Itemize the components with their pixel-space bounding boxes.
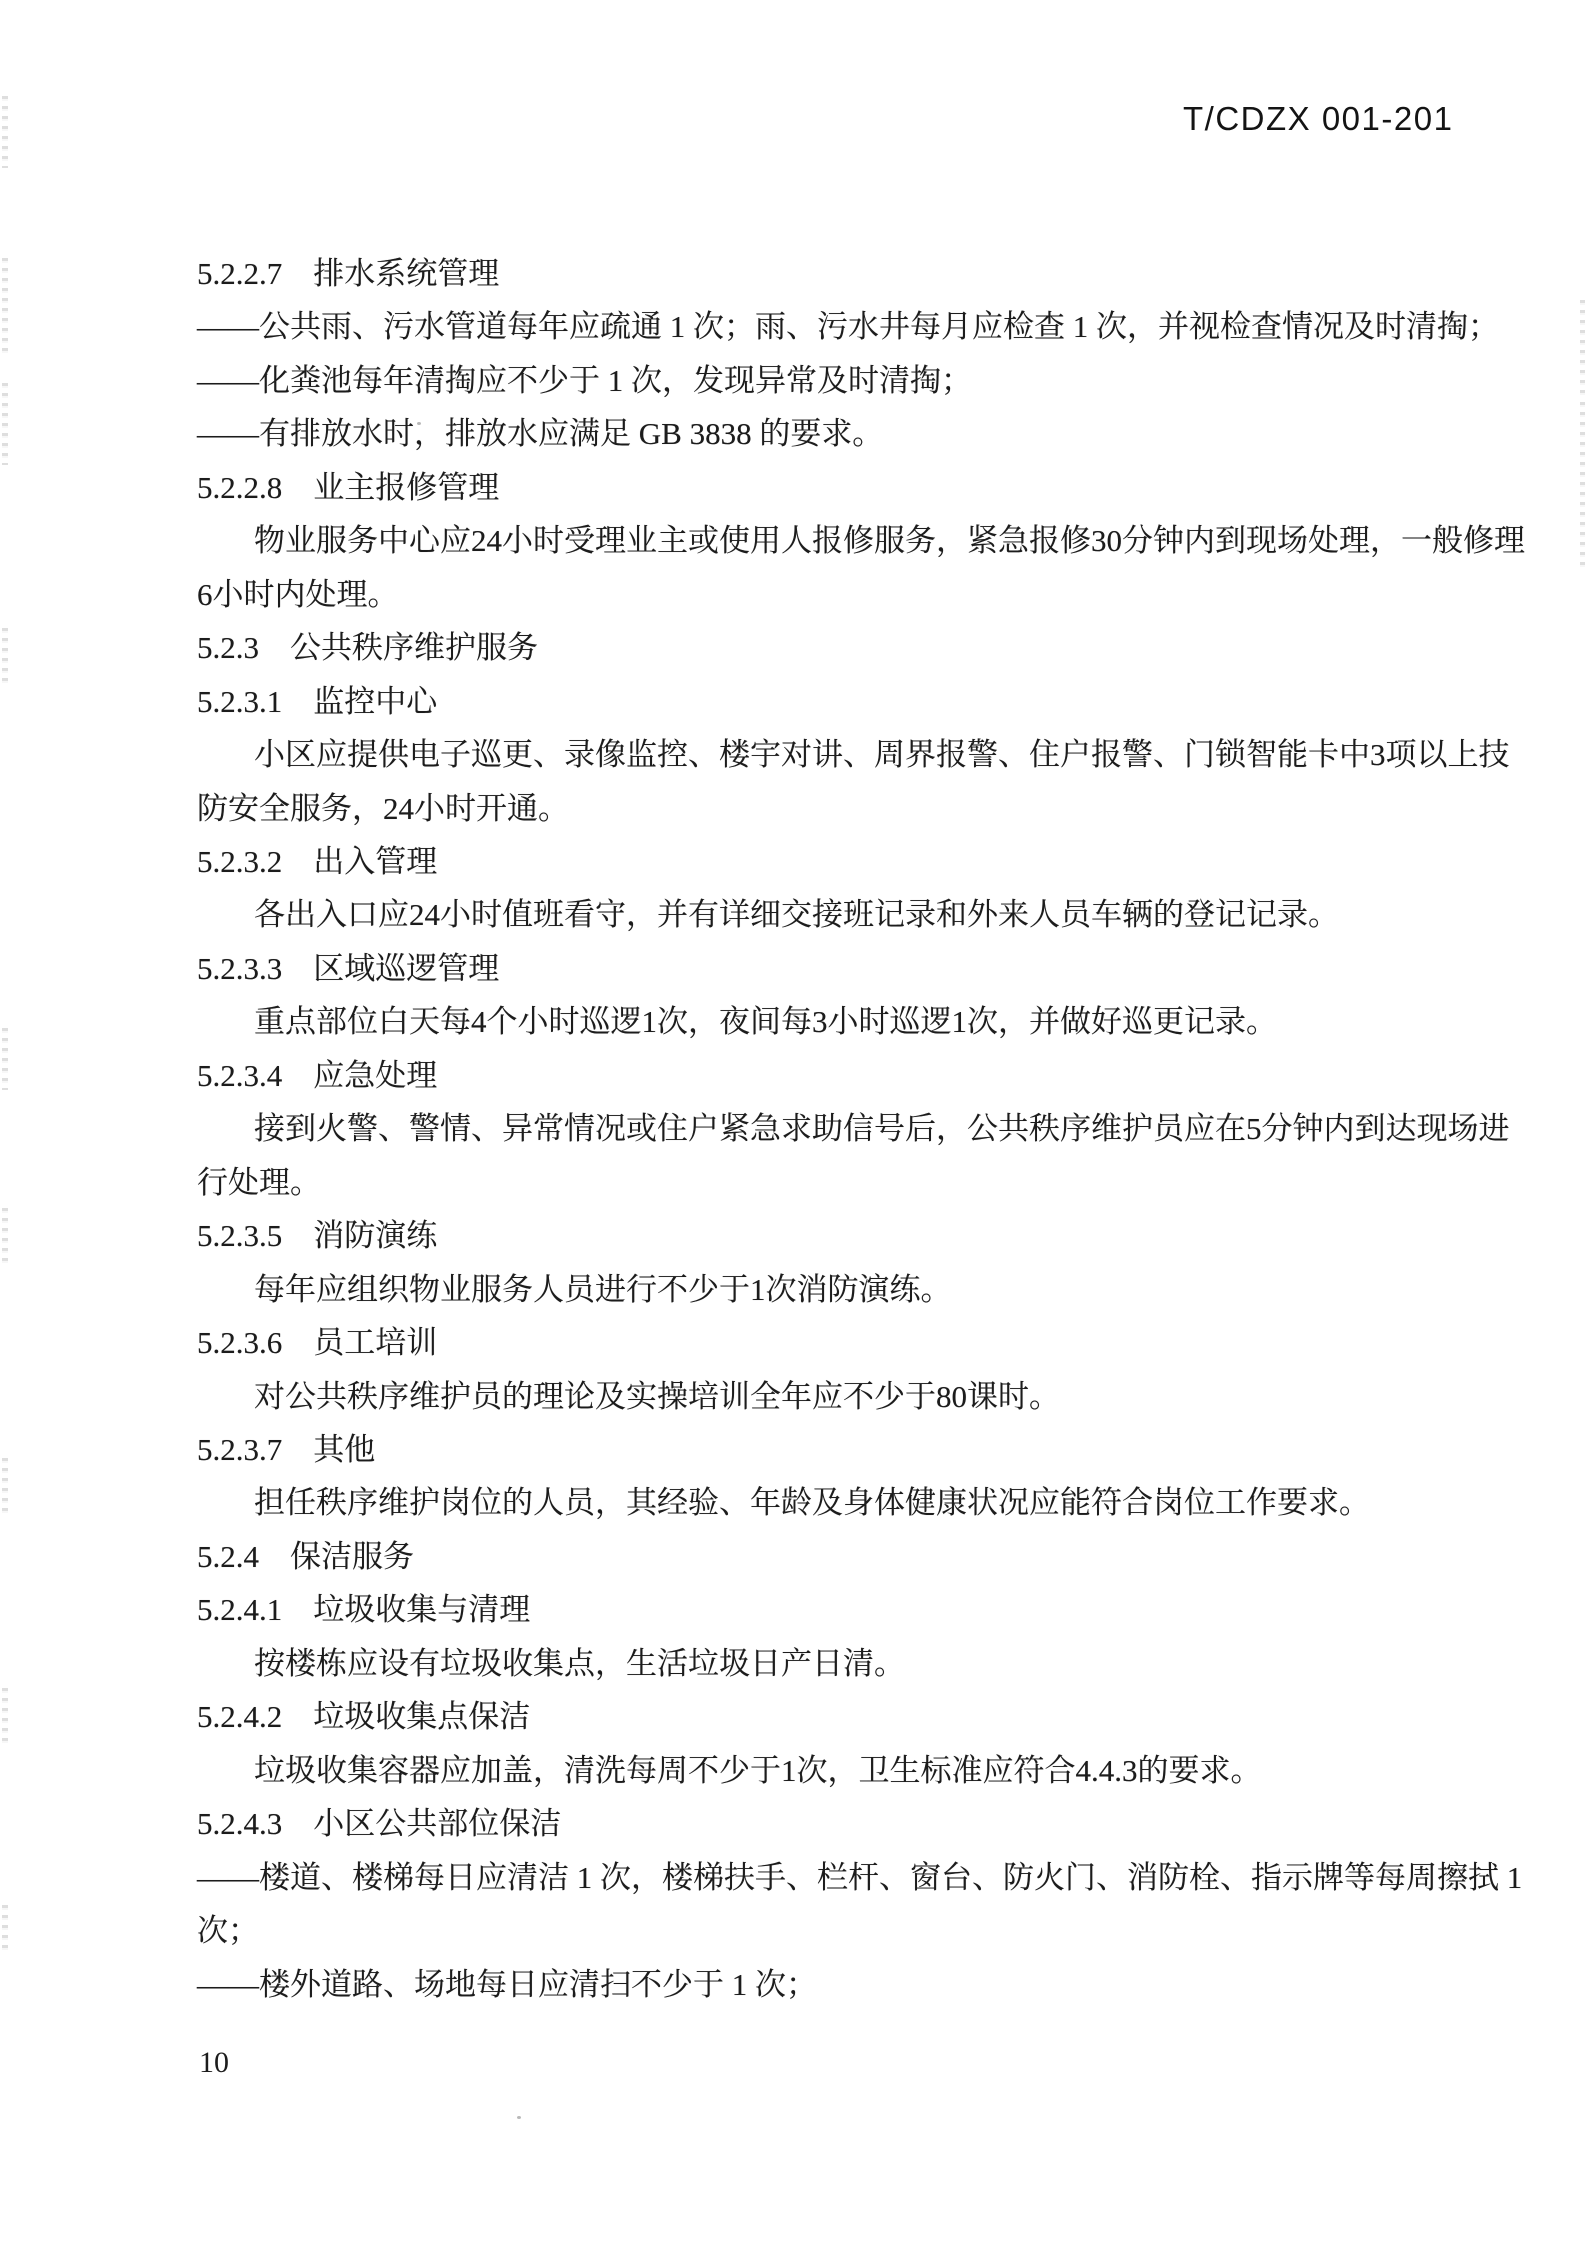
text-line: ——公共雨、污水管道每年应疏通 1 次；雨、污水井每月应检查 1 次，并视检查情况及时清掏； bbox=[197, 309, 1499, 345]
text-line: 对公共秩序维护员的理论及实操培训全年应不少于80课时。 bbox=[254, 1378, 1060, 1414]
clause-heading: 5.2.3.3 区域巡逻管理 bbox=[197, 950, 500, 986]
page-number: 10 bbox=[199, 2046, 229, 2079]
text-line: 各出入口应24小时值班看守，并有详细交接班记录和外来人员车辆的登记记录。 bbox=[254, 897, 1339, 933]
clause-heading: 5.2.3.1 监控中心 bbox=[197, 683, 438, 719]
scan-artifact-left bbox=[2, 1208, 8, 1266]
scan-artifact-left bbox=[2, 1688, 8, 1746]
clause-heading: 5.2.3.2 出入管理 bbox=[197, 843, 438, 879]
clause-heading: 5.2.2.8 业主报修管理 bbox=[197, 469, 500, 505]
text-line: 担任秩序维护岗位的人员，其经验、年龄及身体健康状况应能符合岗位工作要求。 bbox=[254, 1485, 1370, 1521]
text-line: 6小时内处理。 bbox=[197, 576, 399, 612]
scan-artifact-left bbox=[2, 1458, 8, 1518]
scan-artifact-left bbox=[2, 96, 8, 168]
scan-artifact-left bbox=[2, 383, 8, 465]
clause-heading: 5.2.3.7 其他 bbox=[197, 1431, 376, 1467]
scan-artifact-right bbox=[1580, 402, 1585, 572]
text-line: 行处理。 bbox=[197, 1164, 321, 1200]
scan-speck bbox=[417, 422, 421, 425]
scan-speck bbox=[517, 2116, 521, 2119]
clause-heading: 5.2.4.3 小区公共部位保洁 bbox=[197, 1806, 562, 1842]
scan-artifact-left bbox=[2, 1905, 8, 1955]
text-line: ——有排放水时，排放水应满足 GB 3838 的要求。 bbox=[197, 416, 884, 452]
clause-heading: 5.2.2.7 排水系统管理 bbox=[197, 256, 500, 291]
document-body bbox=[197, 247, 1525, 2011]
text-line: 次； bbox=[197, 1913, 259, 1949]
clause-heading: 5.2.3.4 应急处理 bbox=[197, 1057, 438, 1093]
scan-artifact-left bbox=[2, 1028, 8, 1090]
scan-artifact-left bbox=[2, 258, 8, 358]
text-line: ——楼外道路、场地每日应清扫不少于 1 次； bbox=[197, 1966, 817, 2002]
text-line: 防安全服务，24小时开通。 bbox=[197, 790, 569, 826]
clause-heading: 5.2.4.1 垃圾收集与清理 bbox=[197, 1592, 531, 1628]
clause-heading: 5.2.3.6 员工培训 bbox=[197, 1325, 438, 1361]
text-line: 垃圾收集容器应加盖，清洗每周不少于1次，卫生标准应符合4.4.3的要求。 bbox=[254, 1752, 1262, 1788]
text-line: ——楼道、楼梯每日应清洁 1 次，楼梯扶手、栏杆、窗台、防火门、消防栓、指示牌等每周擦拭 1 bbox=[197, 1859, 1523, 1895]
clause-heading: 5.2.4 保洁服务 bbox=[197, 1538, 414, 1574]
standard-code-header: T/CDZX 001-201 bbox=[1183, 100, 1454, 137]
clause-heading: 5.2.4.2 垃圾收集点保洁 bbox=[197, 1699, 531, 1735]
text-line: 重点部位白天每4个小时巡逻1次，夜间每3小时巡逻1次，并做好巡更记录。 bbox=[254, 1004, 1277, 1040]
text-line: 按楼栋应设有垃圾收集点，生活垃圾日产日清。 bbox=[254, 1645, 905, 1681]
clause-heading: 5.2.3.5 消防演练 bbox=[197, 1218, 438, 1254]
scan-artifact-left bbox=[2, 628, 8, 686]
text-line: 每年应组织物业服务人员进行不少于1次消防演练。 bbox=[254, 1271, 952, 1307]
text-line: ——化粪池每年清掏应不少于 1 次，发现异常及时清掏； bbox=[197, 362, 972, 398]
clause-heading: 5.2.3 公共秩序维护服务 bbox=[197, 630, 538, 666]
text-line: 小区应提供电子巡更、录像监控、楼宇对讲、周界报警、住户报警、门锁智能卡中3项以上技 bbox=[254, 737, 1510, 773]
text-line: 接到火警、警情、异常情况或住户紧急求助信号后，公共秩序维护员应在5分钟内到达现场进 bbox=[254, 1111, 1510, 1147]
scan-artifact-right bbox=[1580, 300, 1585, 395]
text-line: 物业服务中心应24小时受理业主或使用人报修服务，紧急报修30分钟内到现场处理，一般修理 bbox=[254, 523, 1525, 559]
scan-speck bbox=[506, 1708, 510, 1711]
